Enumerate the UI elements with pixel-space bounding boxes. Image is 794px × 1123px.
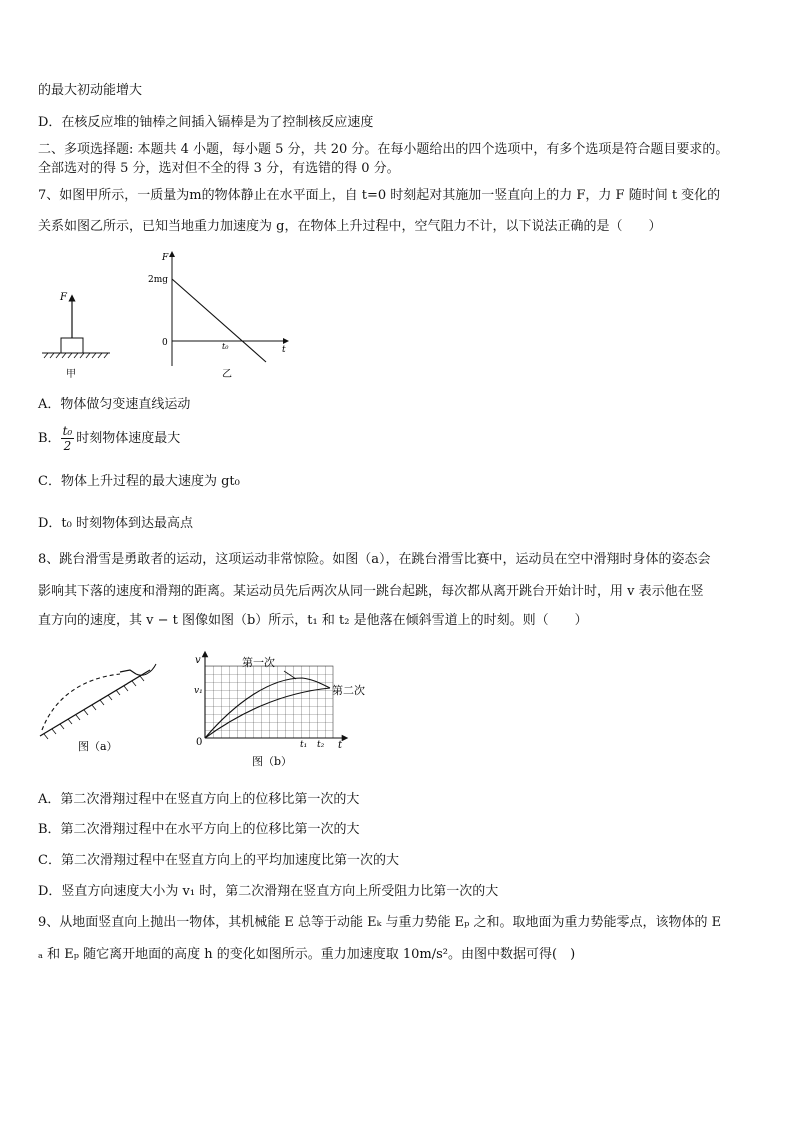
figure-yi <box>140 248 300 378</box>
origin-label: 0 <box>196 737 203 748</box>
q8-stem-2: 影响其下落的速度和滑翔的距离。某运动员先后两次从同一跳台起跳，每次都从离开跳台开始计时，用 v 表示他在竖 <box>38 584 704 599</box>
q7-option-B-text: 时刻物体速度最大 <box>76 431 181 446</box>
fraction-denominator: 2 <box>63 439 72 453</box>
ramp <box>136 664 156 675</box>
section-rules: 全部选对的得 5 分，选对但不全的得 3 分，有选错的得 0 分。 <box>38 161 400 176</box>
q9-stem-1: 9、从地面竖直向上抛出一物体，其机械能 E 总等于动能 Eₖ 与重力势能 Eₚ 之和。取地面为重力势能零点，该物体的 E <box>38 915 722 930</box>
t2-label: t₂ <box>317 740 325 750</box>
figure-a-ski-jump <box>32 660 162 760</box>
q8-option-C: C．第二次滑翔过程中在竖直方向上的平均加速度比第一次的大 <box>38 853 399 868</box>
q7-option-B-prefix: B． <box>38 431 61 446</box>
y-axis-label: F <box>162 253 169 263</box>
q8-option-B: B．第二次滑翔过程中在水平方向上的位移比第一次的大 <box>38 822 360 837</box>
fraction-numerator: t₀ <box>62 424 73 438</box>
q7-stem-2: 关系如图乙所示，已知当地重力加速度为 g，在物体上升过程中，空气阻力不计，以下说法正确的是（ ） <box>38 219 662 234</box>
section-heading: 二、多项选择题: 本题共 4 小题，每小题 5 分，共 20 分。在每小题给出的四个选项中，有多个选项是符合题目要求的。 <box>38 142 729 157</box>
q7-option-B <box>38 424 760 454</box>
y-tick-2mg: 2mg <box>148 275 169 285</box>
force-label: F <box>60 292 67 303</box>
q7-option-A: A．物体做匀变速直线运动 <box>38 397 191 412</box>
legend-second: 第二次 <box>332 684 365 697</box>
q8-option-D: D．竖直方向速度大小为 v₁ 时，第二次滑翔在竖直方向上所受阻力比第一次的大 <box>38 884 499 899</box>
block <box>61 338 83 353</box>
figure-jia <box>38 285 118 380</box>
legend-first: 第一次 <box>242 656 275 669</box>
caption-a: 图（a） <box>78 740 118 753</box>
origin-label: 0 <box>162 338 168 348</box>
q7-option-C: C．物体上升过程的最大速度为 gt₀ <box>38 474 240 489</box>
flight-path <box>42 674 120 730</box>
x-tick-t0: t₀ <box>222 342 229 351</box>
q8-stem-1: 8、跳台滑雪是勇敢者的运动，这项运动非常惊险。如图（a），在跳台滑雪比赛中，运动员在空中滑翔时身体的姿态会 <box>38 552 711 567</box>
figure-b-vt-graph <box>190 648 390 770</box>
slope-hatch <box>44 676 144 739</box>
q8-option-A: A．第二次滑翔过程中在竖直方向上的位移比第一次的大 <box>38 792 360 807</box>
skier <box>120 670 136 674</box>
q8-stem-3: 直方向的速度，其 v − t 图像如图（b）所示，t₁ 和 t₂ 是他落在倾斜雪道上的时刻。则（ ） <box>38 613 588 628</box>
caption-jia: 甲 <box>66 369 76 380</box>
option-D-prev: D．在核反应堆的铀棒之间插入镉棒是为了控制核反应速度 <box>38 115 374 130</box>
text-line-1: 的最大初动能增大 <box>38 83 143 98</box>
x-axis-label: t <box>282 345 286 355</box>
caption-yi: 乙 <box>222 369 232 378</box>
ground-hatch <box>44 353 108 358</box>
graph-grid <box>205 666 333 738</box>
t1-label: t₁ <box>300 740 308 750</box>
q9-stem-2: ₐ 和 Eₚ 随它离开地面的高度 h 的变化如图所示。重力加速度取 10m/s²。由图中数据可得( ) <box>38 947 576 962</box>
q7-option-D: D．t₀ 时刻物体到达最高点 <box>38 516 193 531</box>
v-axis-label: v <box>195 655 201 666</box>
slope-line <box>40 670 150 736</box>
fraction-t0-over-2 <box>61 424 75 453</box>
q7-stem-1: 7、如图甲所示，一质量为m的物体静止在水平面上，自 t=0 时刻起对其施加一竖直向上的力 F，力 F 随时间 t 变化的 <box>38 188 721 203</box>
force-line <box>172 279 266 362</box>
v1-label: v₁ <box>194 686 203 696</box>
t-axis-label: t <box>338 740 343 751</box>
caption-b: 图（b） <box>252 755 293 768</box>
